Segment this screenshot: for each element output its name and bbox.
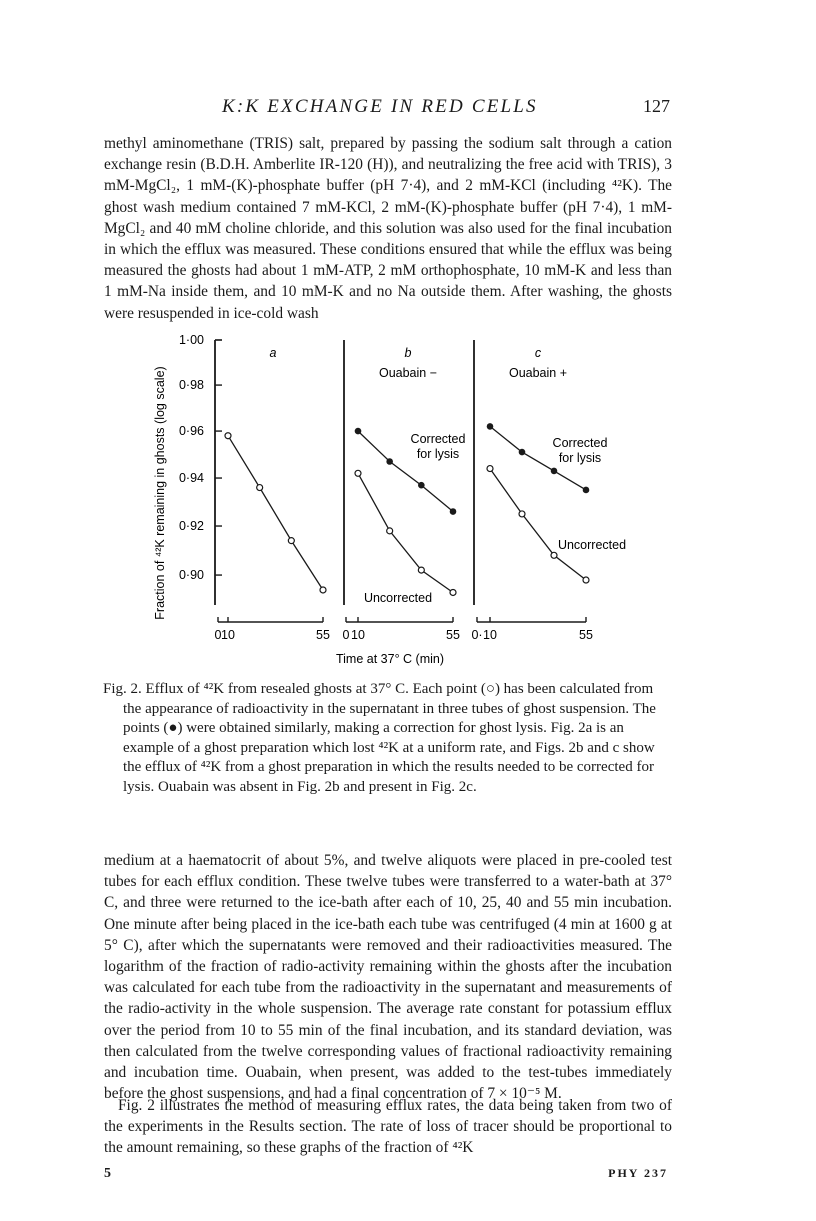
y-tick-label: 0·92 (178, 519, 204, 534)
journal-code: PHY 237 (608, 1166, 668, 1180)
figure-2 (140, 325, 660, 670)
open-data-point (450, 589, 456, 595)
series-line-label: for lysis (558, 451, 602, 465)
body-paragraph-top: methyl aminomethane (TRIS) salt, prepared by passing the sodium salt through a cation exchange resin (B.D.H. Amberlite IR-120 (H)), and neutralizing the free acid with TRIS), 3 mM-MgCl₂, 1 mM-(K)-phosphate buffer (pH 7·4), and 2 mM-KCl (including ⁴²K). The ghost wash medium contained 7 mM-KCl, 2 mM-(K)-phosphate buffer (pH 7·4), 1 mM-MgCl₂ and 40 mM choline chloride, and this solution was also used for the final incubation in which the efflux was measured. These conditions ensured that while the efflux was being measured the ghosts had about 1 mM-ATP, 2 mM orthophosphate, 10 mM-K and less than 1 mM-Na inside them, and 10 mM-K and no Na outside them. After washing, the ghosts were resuspended in ice-cold wash (104, 135, 672, 322)
caption-text: Fig. 2. Efflux of ⁴²K from resealed ghosts at 37° C. Each point (○) has been calculated from the appearance of radioactivity in the supernatant in three tubes of ghost suspension. The points (●) were obtained similarly, making a correction for ghost lysis. Fig. 2a is an example of a ghost preparation which lost ⁴²K at a uniform rate, and Figs. 2b and c show the efflux of ⁴²K from a ghost preparation in which the results needed to be corrected for lysis. Ouabain was absent in Fig. 2b and present in Fig. 2c. (103, 681, 656, 795)
filled-data-point (450, 508, 457, 515)
open-data-point (418, 567, 424, 573)
filled-data-point (418, 482, 425, 489)
x-tick-label: 0 (214, 628, 222, 642)
x-tick-label: 0 (342, 628, 350, 642)
filled-data-point (551, 468, 558, 475)
panel-label-c: c (534, 346, 542, 360)
signature-mark: 5 (104, 1166, 111, 1181)
body-paragraph-bottom: Fig. 2 illustrates the method of measuring efflux rates, the data being taken from two of the experiments in the Results section. The rate of loss of tracer should be proportional to the amount remaining, so these graphs of the fraction of ⁴²K (104, 1097, 672, 1157)
open-data-point (320, 587, 326, 593)
series-line (228, 436, 323, 590)
series-line-label: Uncorrected (557, 538, 627, 552)
panel-label-a: a (269, 346, 277, 360)
filled-data-point (519, 449, 526, 456)
panel-label-b: b (404, 346, 412, 360)
running-title: K:K EXCHANGE IN RED CELLS (222, 96, 538, 117)
x-tick-label: 55 (316, 628, 330, 642)
open-data-point (519, 511, 525, 517)
y-tick-label: 0·94 (178, 471, 204, 486)
y-tick-label: 0·98 (178, 378, 204, 393)
series-line (490, 469, 586, 580)
open-data-point (257, 485, 263, 491)
open-data-point (551, 552, 557, 558)
series-line-label: Corrected (410, 432, 466, 446)
page-footer (104, 1166, 668, 1186)
y-tick-label: 1·00 (178, 333, 204, 347)
body-paragraph-middle: medium at a haematocrit of about 5%, and twelve aliquots were placed in pre-cooled test tubes for each efflux condition. These twelve tubes were transferred to a water-bath at 37° C, and three were returned to the ice-bath after each of 10, 25, 40 and 55 min incubation. One minute after being placed in the ice-bath each tube was centrifuged (4 min at 1600 g at 5° C), after which the supernatants were removed and their radioactivities measured. The logarithm of the fraction of radio-activity remaining within the ghosts after the incubation was calculated for each tube from the radioactivity in the supernatant and measurements of the radio-activity in the whole suspension. The average rate constant for potassium efflux over the period from 10 to 55 min of the final incubation, and its standard deviation, was then calculated from the twelve corresponding values of fractional radioactivity remaining and incubation time. Ouabain, when present, was added to the test-tubes immediately before the ghost suspensions, and had a final concentration of 7 × 10⁻⁵ M. (104, 852, 672, 1103)
filled-data-point (487, 423, 494, 430)
filled-data-point (583, 487, 590, 494)
x-tick-label: 55 (446, 628, 460, 642)
series-line-label: for lysis (416, 447, 460, 461)
open-data-point (387, 528, 393, 534)
x-tick-label: 0· (471, 628, 483, 642)
open-data-point (487, 466, 493, 472)
efflux-chart (140, 325, 660, 670)
x-tick-label: 55 (579, 628, 593, 642)
panel-subtitle: Ouabain − (378, 366, 438, 380)
x-tick-label: 10 (483, 628, 497, 642)
filled-data-point (355, 428, 362, 435)
y-tick-label: 0·90 (178, 568, 204, 583)
filled-data-point (386, 458, 393, 465)
page-header (104, 96, 684, 120)
figure-caption (103, 680, 673, 798)
panel-subtitle: Ouabain + (508, 366, 568, 380)
page-number: 127 (643, 96, 670, 116)
series-line-label: Uncorrected (363, 591, 433, 605)
x-tick-label: 10 (351, 628, 365, 642)
series-line-label: Corrected (552, 436, 608, 450)
series-line (358, 473, 453, 592)
open-data-point (225, 433, 231, 439)
open-data-point (583, 577, 589, 583)
open-data-point (288, 538, 294, 544)
x-axis-label: Time at 37° C (min) (335, 652, 445, 666)
y-tick-label: 0·96 (178, 424, 204, 439)
x-tick-label: 10 (221, 628, 235, 642)
y-axis-label: Fraction of ⁴²K remaining in ghosts (log scale) (153, 366, 167, 620)
open-data-point (355, 470, 361, 476)
